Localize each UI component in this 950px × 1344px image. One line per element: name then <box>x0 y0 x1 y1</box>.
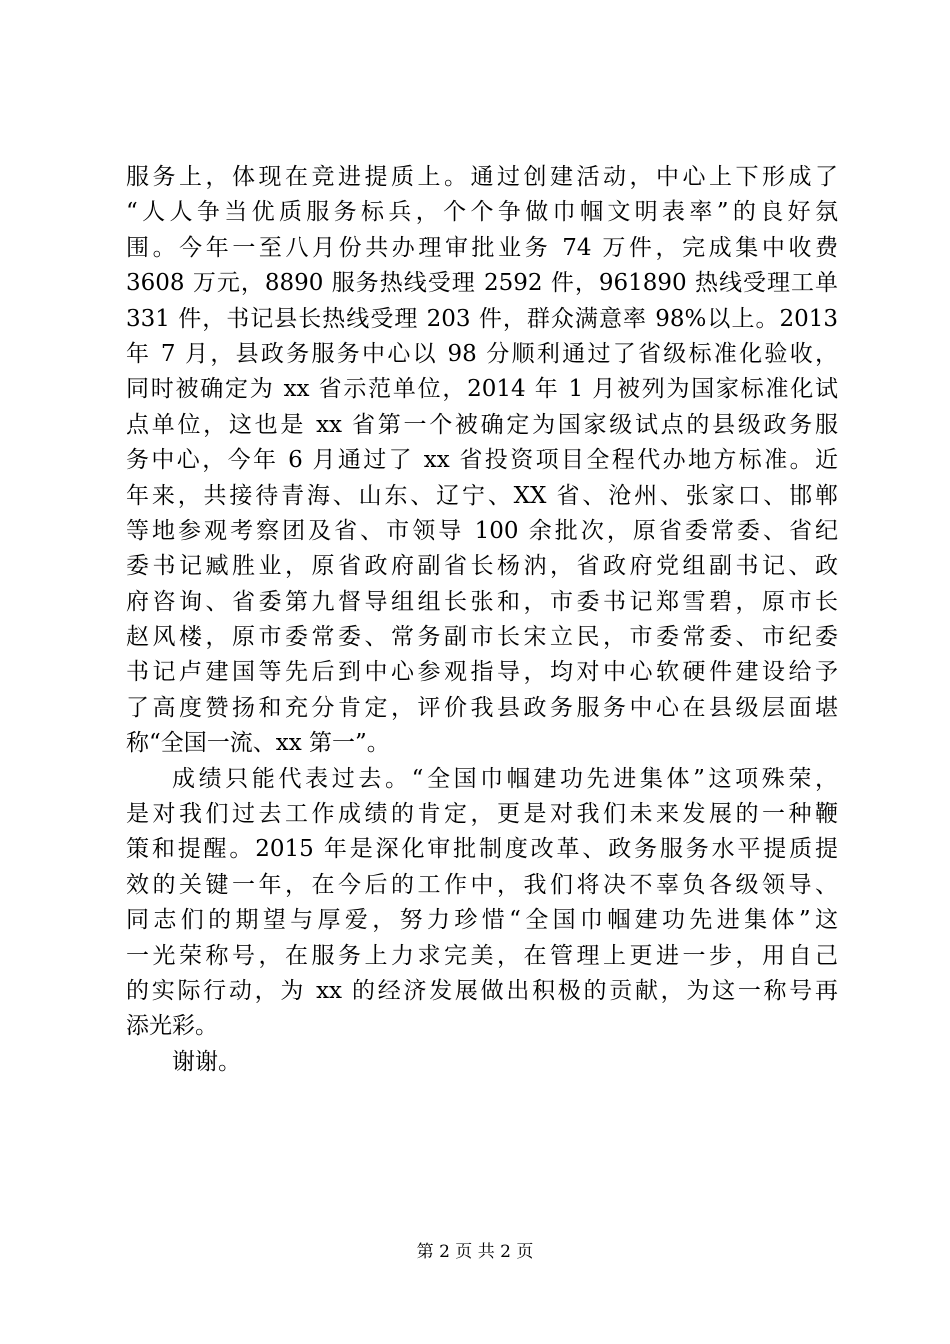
paragraph-2-line: 一光荣称号，在服务上力求完美，在管理上更进一步，用自己 <box>126 942 838 969</box>
paragraph-2-line: 同志们的期望与厚爱，努力珍惜“全国巾帼建功先进集体”这 <box>126 907 838 934</box>
paragraph-2-line: 是对我们过去工作成绩的肯定，更是对我们未来发展的一种鞭 <box>126 801 838 828</box>
paragraph-1-line: 赵风楼，原市委常委、常务副市长宋立民，市委常委、市纪委 <box>126 624 838 651</box>
paragraph-1-line: 书记卢建国等先后到中心参观指导，均对中心软硬件建设给予 <box>126 659 838 686</box>
paragraph-1-line: 称“全国一流、xx 第一”。 <box>126 730 390 757</box>
paragraph-1-line: 点单位，这也是 xx 省第一个被确定为国家级试点的县级政务服 <box>126 411 838 438</box>
paragraph-2-line: 策和提醒。2015 年是深化审批制度改革、政务服务水平提质提 <box>126 836 838 863</box>
paragraph-1-line: 务中心，今年 6 月通过了 xx 省投资项目全程代办地方标准。近 <box>126 447 838 474</box>
paragraph-1-line: 等地参观考察团及省、市领导 100 余批次，原省委常委、省纪 <box>126 517 838 544</box>
document-body <box>126 160 838 1080</box>
paragraph-1-line: 服务上，体现在竞进提质上。通过创建活动，中心上下形成了 <box>126 164 838 190</box>
paragraph-1-line: 331 件，书记县长热线受理 203 件，群众满意率 98%以上。2013 <box>126 305 838 332</box>
page-number-label: 第 2 页 共 2 页 <box>416 1242 534 1262</box>
paragraph-2-line: 添光彩。 <box>126 1013 218 1040</box>
paragraph-1-line: 了高度赞扬和充分肯定，评价我县政务服务中心在县级层面堪 <box>126 694 838 721</box>
paragraph-1-line: 3608 万元，8890 服务热线受理 2592 件，961890 热线受理工单 <box>126 270 838 297</box>
paragraph-1-line: 同时被确定为 xx 省示范单位，2014 年 1 月被列为国家标准化试 <box>126 376 838 403</box>
paragraph-1-line: 府咨询、省委第九督导组组长张和，市委书记郑雪碧，原市长 <box>126 588 838 615</box>
paragraph-1-line: 委书记臧胜业，原省政府副省长杨汭，省政府党组副书记、政 <box>126 553 838 580</box>
paragraph-2-line: 成绩只能代表过去。“全国巾帼建功先进集体”这项殊荣， <box>172 765 838 792</box>
paragraph-1-line: “人人争当优质服务标兵，个个争做巾帼文明表率”的良好氛 <box>126 199 838 226</box>
page-footer <box>0 1240 950 1264</box>
paragraph-2-line: 效的关键一年，在今后的工作中，我们将决不辜负各级领导、 <box>126 871 838 898</box>
paragraph-1-line: 围。今年一至八月份共办理审批业务 74 万件，完成集中收费 <box>126 234 838 261</box>
paragraph-1-line: 年来，共接待青海、山东、辽宁、XX 省、沧州、张家口、邯郸 <box>126 482 838 509</box>
paragraph-2-line: 的实际行动，为 xx 的经济发展做出积极的贡献，为这一称号再 <box>126 977 838 1004</box>
closing-line: 谢谢。 <box>172 1048 241 1075</box>
paragraph-1-line: 年 7 月，县政务服务中心以 98 分顺利通过了省级标准化验收， <box>126 340 838 367</box>
